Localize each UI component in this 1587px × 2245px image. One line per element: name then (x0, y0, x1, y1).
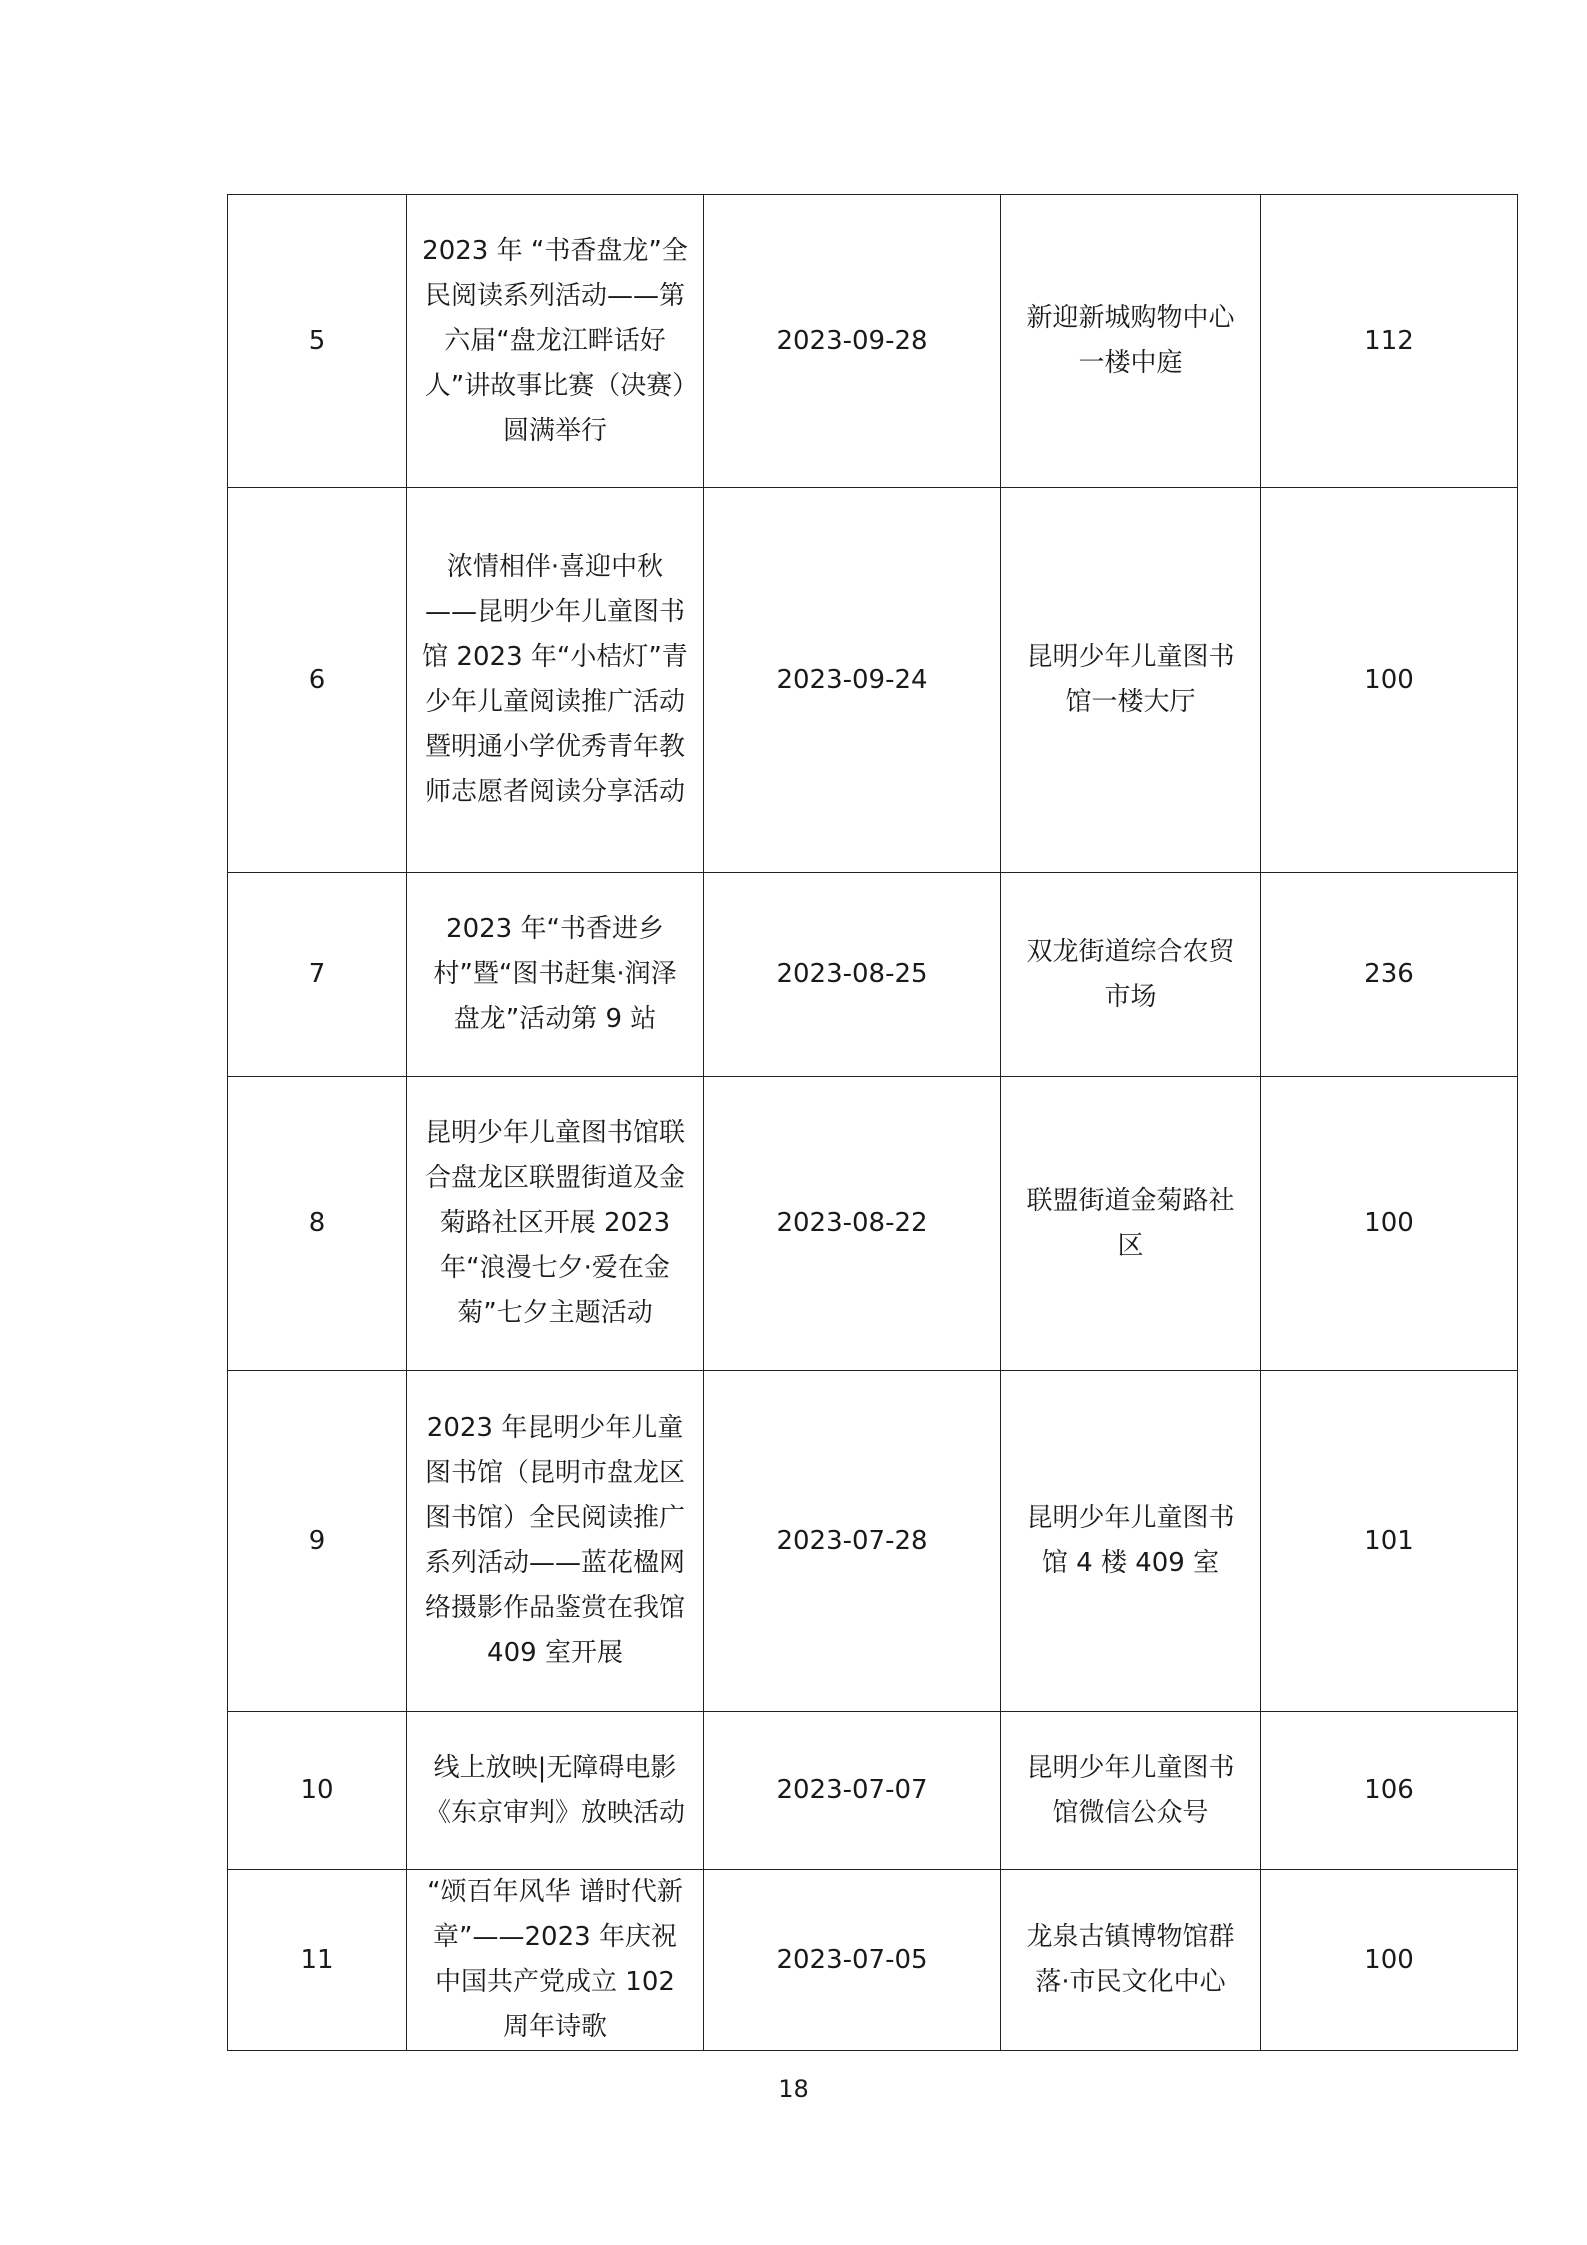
activity-date: 2023-07-05 (704, 1870, 1001, 2051)
row-number: 6 (228, 488, 407, 873)
activity-name: 2023 年“书香进乡村”暨“图书赶集·润泽盘龙”活动第 9 站 (407, 873, 704, 1077)
row-number: 7 (228, 873, 407, 1077)
activity-place: 昆明少年儿童图书馆 4 楼 409 室 (1001, 1371, 1261, 1712)
participant-count: 100 (1261, 1077, 1518, 1371)
activity-place: 新迎新城购物中心一楼中庭 (1001, 195, 1261, 488)
activity-date: 2023-08-25 (704, 873, 1001, 1077)
table-row (228, 873, 1518, 1077)
activity-name: 2023 年 “书香盘龙”全民阅读系列活动——第六届“盘龙江畔话好人”讲故事比赛（决赛）圆满举行 (407, 195, 704, 488)
participant-count: 236 (1261, 873, 1518, 1077)
table-row (228, 1712, 1518, 1870)
table-row (228, 195, 1518, 488)
row-number: 5 (228, 195, 407, 488)
activity-name: 2023 年昆明少年儿童图书馆（昆明市盘龙区图书馆）全民阅读推广系列活动——蓝花楹网络摄影作品鉴赏在我馆 409 室开展 (407, 1371, 704, 1712)
activity-date: 2023-08-22 (704, 1077, 1001, 1371)
participant-count: 101 (1261, 1371, 1518, 1712)
activity-date: 2023-09-24 (704, 488, 1001, 873)
activity-place: 双龙街道综合农贸市场 (1001, 873, 1261, 1077)
activity-name: 昆明少年儿童图书馆联合盘龙区联盟街道及金菊路社区开展 2023 年“浪漫七夕·爱在金菊”七夕主题活动 (407, 1077, 704, 1371)
activity-date: 2023-07-07 (704, 1712, 1001, 1870)
table-row (228, 488, 1518, 873)
activity-name: 浓情相伴·喜迎中秋——昆明少年儿童图书馆 2023 年“小桔灯”青少年儿童阅读推广活动暨明通小学优秀青年教师志愿者阅读分享活动 (407, 488, 704, 873)
table-row (228, 1870, 1518, 2051)
table-row (228, 1077, 1518, 1371)
row-number: 9 (228, 1371, 407, 1712)
row-number: 8 (228, 1077, 407, 1371)
activity-place: 昆明少年儿童图书馆微信公众号 (1001, 1712, 1261, 1870)
table-row (228, 1371, 1518, 1712)
activity-place: 昆明少年儿童图书馆一楼大厅 (1001, 488, 1261, 873)
page-number: 18 (778, 2075, 809, 2103)
participant-count: 106 (1261, 1712, 1518, 1870)
activity-name: “颂百年风华 谱时代新章”——2023 年庆祝中国共产党成立 102 周年诗歌 (407, 1870, 704, 2051)
activity-place: 联盟街道金菊路社区 (1001, 1077, 1261, 1371)
activity-name: 线上放映|无障碍电影《东京审判》放映活动 (407, 1712, 704, 1870)
participant-count: 100 (1261, 488, 1518, 873)
participant-count: 100 (1261, 1870, 1518, 2051)
activity-date: 2023-07-28 (704, 1371, 1001, 1712)
row-number: 11 (228, 1870, 407, 2051)
participant-count: 112 (1261, 195, 1518, 488)
row-number: 10 (228, 1712, 407, 1870)
activity-table (227, 194, 1518, 2051)
activity-date: 2023-09-28 (704, 195, 1001, 488)
activity-place: 龙泉古镇博物馆群落·市民文化中心 (1001, 1870, 1261, 2051)
